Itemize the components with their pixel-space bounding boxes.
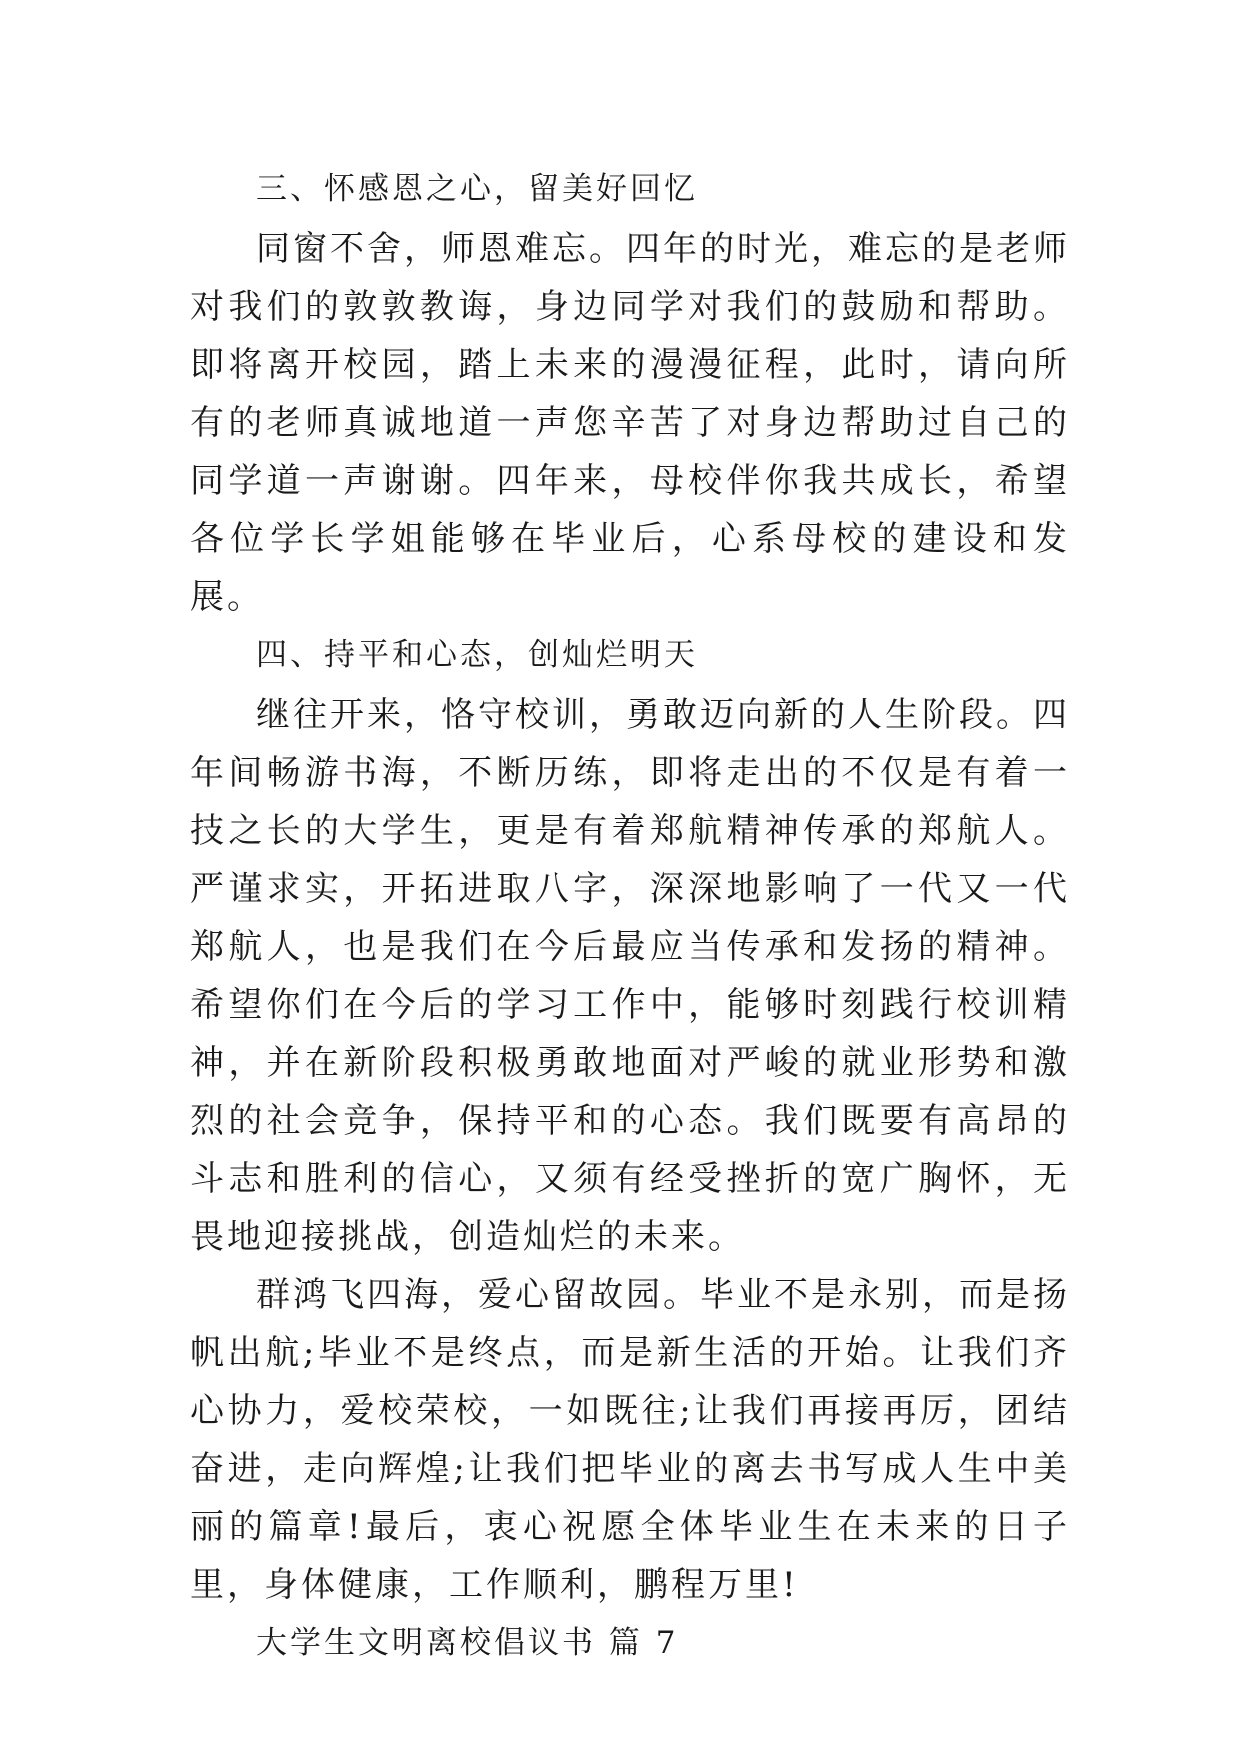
section-4-paragraph-1: 继往开来，恪守校训，勇敢迈向新的人生阶段。四年间畅游书海，不断历练，即将走出的不仅是有着一技之长的大学生，更是有着郑航精神传承的郑航人。严谨求实，开拓进取八字，深深地影响了一代又一代郑航人，也是我们在今后最应当传承和发扬的精神。希望你们在今后的学习工作中，能够时刻践行校训精神，并在新阶段积极勇敢地面对严峻的就业形势和激烈的社会竞争，保持平和的心态。我们既要有高昂的斗志和胜利的信心，又须有经受挫折的宽广胸怀，无畏地迎接挑战，创造灿烂的未来。	[190, 695, 1070, 1257]
section-heading-3: 三、怀感恩之心，留美好回忆	[256, 171, 698, 207]
next-document-title: 大学生文明离校倡议书 篇 7	[256, 1625, 679, 1661]
section-heading-4: 四、持平和心态，创灿烂明天	[256, 637, 698, 673]
section-3-paragraph-1: 同窗不舍，师恩难忘。四年的时光，难忘的是老师对我们的敦敦教诲，身边同学对我们的鼓励和帮助。即将离开校园，踏上未来的漫漫征程，此时，请向所有的老师真诚地道一声您辛苦了对身边帮助过自己的同学道一声谢谢。四年来，母校伴你我共成长，希望各位学长学姐能够在毕业后，心系母校的建设和发展。	[190, 229, 1070, 617]
document-body	[190, 160, 1070, 1672]
section-4-paragraph-2: 群鸿飞四海，爱心留故园。毕业不是永别，而是扬帆出航;毕业不是终点，而是新生活的开始。让我们齐心协力，爱校荣校，一如既往;让我们再接再厉，团结奋进，走向辉煌;让我们把毕业的离去书写成人生中美丽的篇章!最后，衷心祝愿全体毕业生在未来的日子里，身体健康，工作顺利，鹏程万里!	[190, 1275, 1070, 1605]
